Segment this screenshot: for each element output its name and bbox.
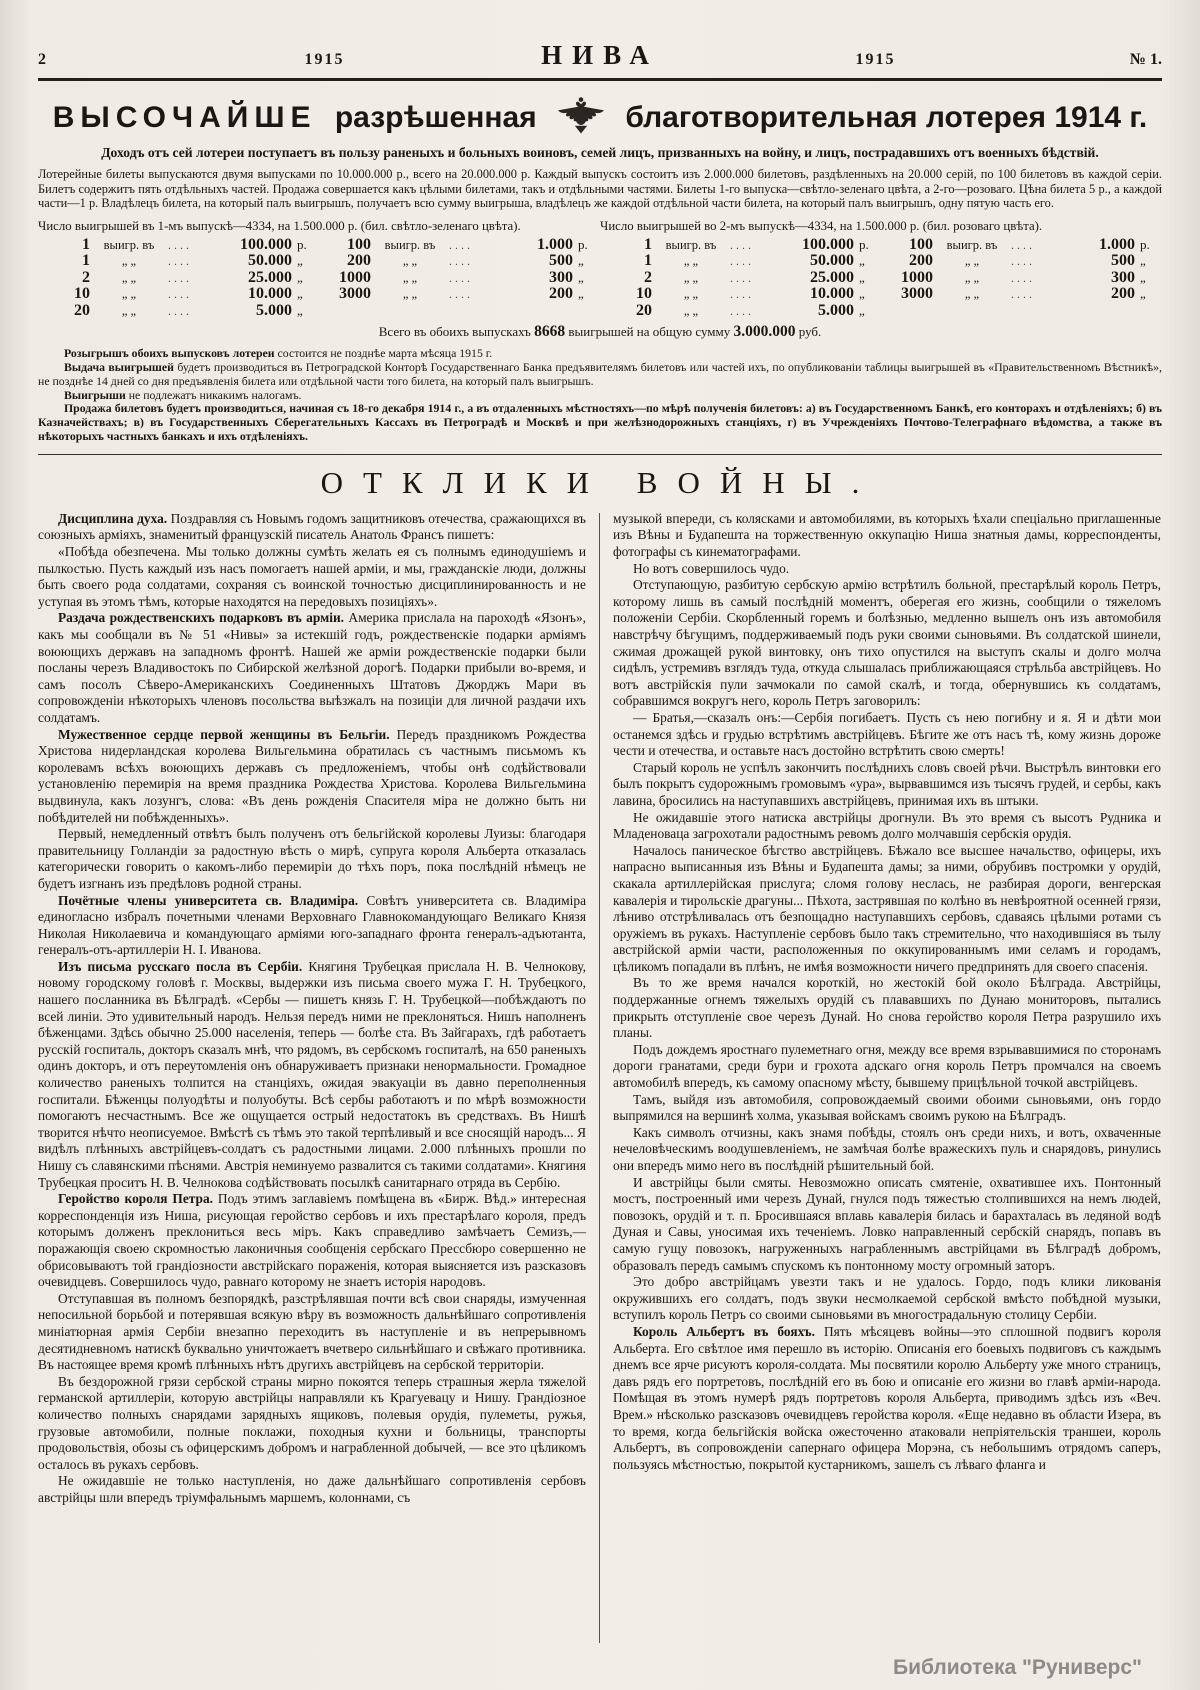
article-paragraph: Первый, немедленный отвѣтъ былъ полученъ отъ бельгійской королевы Луизы: благодаря правительницу Голландіи за радостную вѣсть о мирѣ, супруга короля Альберта отказалась категорически говорить о какомъ-либо перемиріи до тѣхъ поръ, пока послѣдній нѣмецъ не будетъ изгнанъ изъ предѣловъ родной страны.	[38, 826, 586, 891]
article-paragraph: Отступающую, разбитую сербскую армію встрѣтилъ больной, престарѣлый король Петръ, которому лишь въ самый послѣдній моментъ, оберегая его жизнь, сообщили о тяжеломъ положеніи Сербіи. Скорбленный горемъ и болѣзнью, медленно вышелъ онъ изъ автомобиля навстрѣчу бѣгущимъ, поддерживаемый подъ руки своими сыновьями. Въ солдатской шинели, сжимая дрожащей рукой винтовку, онъ тихо опустился на выступъ скалы и долго молча сидѣлъ, устремивъ взглядъ туда, откуда слышалась приближающаяся стрѣльба австрійцевъ. Но вотъ австрійскія пули зачмокали по самой скалѣ, и тогда, обернувшись къ солдатамъ, собравшимся вокругъ него, король Петръ заговорилъ:	[613, 577, 1161, 709]
prize-plabel: „ „	[683, 287, 699, 302]
prize-punit: „	[859, 286, 865, 302]
prize-pn: 3000	[339, 285, 371, 303]
article-paragraph: Не ожидавшіе этого натиска австрійцы дрогнули. Въ это время съ высотъ Рудника и Младеноваца загрохотали радостнымъ ревомъ долго молчавшія сербскія орудія.	[613, 809, 1161, 842]
article-paragraph-lead: Мужественное сердце первой женщины въ Бельгіи.	[58, 726, 397, 742]
prize-pdots: . . . .	[730, 287, 751, 302]
issue1-heading: Число выигрышей въ 1-мъ выпускѣ—4334, на 1.500.000 р. (бил. свѣтло-зеленаго цвѣта).	[38, 218, 521, 233]
article-paragraph: Началось паническое бѣгство австрійцевъ. Бѣжало все высшее начальство, офицеры, ихъ напрасно выписанныя изъ Вѣны и Будапешта дамы; за ними, обрубивъ постромки у орудій, скакала артиллерійская прислуга; сломя голову неслась, не разбирая дороги, венгерская кавалерія и тирольскіе драгуны... Пѣхота, застрявшая по колѣно въ невѣроятной осенней грязи, лѣниво отстрѣливалась отъ безпощадно наступавшихъ сербовъ, сдаваясь цѣлыми ротами съ оружіемъ въ рукахъ. Наступленіе сербовъ было такъ стремительно, что находившіяся въ тылу австрійской арміи части, расположенныя по оккупированнымъ ими селамъ и городамъ, цѣликомъ попадали въ плѣнъ, не имѣя возможности ничего предпринять для своего спасенія.	[613, 842, 1161, 974]
total-text-3: руб.	[798, 324, 822, 340]
prize-pn: 10	[74, 285, 90, 303]
prize-pn: 1000	[901, 268, 933, 286]
lottery-intro: Лотерейные билеты выпускаются двумя выпусками по 10.000.000 р., всего на 20.000.000 р. Каждый выпускъ состоитъ изъ 2.000.000 билетовъ, раздѣленныхъ на 20.000 серій, по 100 билетовъ въ каждой серіи. Билетъ содержитъ пять отдѣльныхъ частей. Продажа совершается какъ цѣлыми билетами, такъ и отдѣльными частями. Билеты 1-го выпуска—свѣтло-зеленаго цвѣта, а 2-го—розоваго. Цѣна билета 5 р., а каждой части—1 р. Владѣлецъ билета, на который палъ выигрышъ, получаетъ всю сумму выигрыша, владѣлецъ же каждой отдѣльной части билета, на который палъ выигрышъ, одну пятую часть его.	[38, 167, 1162, 211]
prize-pamt: 1.000	[537, 235, 573, 253]
prize-subtable	[319, 237, 600, 320]
prize-row	[38, 253, 319, 270]
prize-pdots: . . . .	[1011, 237, 1032, 252]
article-paragraph: Раздача рождественскихъ подарковъ въ арміи. Америка прислала на пароходѣ «Язонъ», какъ мы сообщали въ № 51 «Нивы» за истекшій годъ, рождественскіе подарки арміямъ воюющихъ державъ на западномъ фронтѣ. Нашей же арміи рождественскіе подарки были посланы черезъ Владивостокъ по Сибирской желѣзной дорогѣ. Подарки прибыли во-время, и самъ посолъ Сѣверо-Американскихъ Соединенныхъ Штатовъ Джорджъ Мари въ сопровожденіи нѣкоторыхъ членовъ посольства выѣзжалъ на позиціи для личной раздачи ихъ солдатамъ.	[38, 610, 587, 725]
prize-plabel: „ „	[964, 270, 980, 285]
prize-punit: „	[578, 253, 584, 269]
prize-table-issue1	[38, 237, 600, 320]
column-divider	[599, 513, 600, 1643]
prize-plabel: „ „	[402, 270, 418, 285]
prize-pdots: . . . .	[730, 254, 751, 269]
lottery-section	[38, 95, 1162, 444]
total-sum: 3.000.000	[733, 323, 796, 341]
prize-punit: „	[297, 253, 303, 269]
prize-pn: 1	[82, 235, 90, 253]
prize-pdots: . . . .	[168, 287, 189, 302]
prize-pamt: 500	[1111, 252, 1135, 270]
prize-pdots: . . . .	[1011, 287, 1032, 302]
prize-pdots: . . . .	[1011, 254, 1032, 269]
prize-pdots: . . . .	[730, 270, 751, 285]
prize-pamt: 5.000	[818, 301, 854, 319]
prize-pamt: 1.000	[1099, 235, 1135, 253]
article-paragraph-lead: Изъ письма русскаго посла въ Сербіи.	[58, 958, 309, 974]
prize-punit: р.	[578, 236, 588, 252]
prize-plabel: „ „	[121, 270, 137, 285]
article-paragraph: — Братья,—сказалъ онъ:—Сербія погибаетъ. Пусть съ нею погибну и я. Я и дѣти мои останемся здѣсь и грудью встрѣтимъ австрійцевъ. Бѣгите же отъ насъ тѣ, кому жизнь дороже чести и отечества, и оставьте насъ достойно встрѣтить свою смерть!	[613, 709, 1161, 759]
prize-plabel: выигр. въ	[946, 237, 998, 252]
prize-punit: „	[1140, 269, 1146, 285]
prize-row	[38, 237, 319, 254]
prize-pn: 2	[644, 268, 652, 286]
article-paragraph-lead: Дисциплина духа.	[58, 510, 171, 526]
prize-pdots: . . . .	[168, 254, 189, 269]
year-right: 1915	[855, 51, 896, 68]
prize-subtable	[38, 237, 319, 320]
header-rule	[38, 78, 1162, 81]
prize-plabel: выигр. въ	[384, 237, 436, 252]
prize-pdots: . . . .	[168, 303, 189, 318]
article-paragraph: Въ то же время начался короткій, но жестокій бой около Бѣлграда. Австрійцы, поддержанные огнемъ тяжелыхъ орудій съ плававшихъ по Дунаю мониторовъ, пытались прикрыть отступленіе свое черезъ Дунай. Но снова геройство короля Петра разрушило ихъ планы.	[613, 975, 1161, 1041]
article-paragraph-lead: Король Альбертъ въ бояхъ.	[633, 1323, 824, 1339]
prize-pamt: 10.000	[810, 285, 854, 303]
issue-headings	[38, 219, 1162, 234]
prize-pamt: 5.000	[256, 301, 292, 319]
prize-pdots: . . . .	[1011, 270, 1032, 285]
total-text-2: выигрышей на общую сумму	[568, 324, 731, 340]
prize-pn: 10	[636, 285, 652, 303]
article-paragraph: Почётные члены университета св. Владиміра. Совѣтъ университета св. Владиміра единогласно избралъ почетными членами Верховнаго Главнокомандующаго Великаго Князя Николая Николаевича и командующаго арміями юго-западнаго фронта генералъ-адъютанта, генералъ-отъ-артиллеріи Н. І. Иванова.	[38, 892, 587, 958]
prize-row	[38, 303, 319, 320]
lottery-note-lead: Продажа билетовъ будетъ производиться,	[64, 401, 290, 416]
issue2-heading: Число выигрышей во 2-мъ выпускѣ—4334, на 1.500.000 р. (бил. розоваго цвѣта).	[600, 218, 1043, 233]
lottery-note: Выигрыши не подлежатъ никакимъ налогамъ.	[64, 387, 302, 402]
article-paragraph: Подъ дождемъ яростнаго пулеметнаго огня, между все время взрывавшимися по сторонамъ дороги гранатами, среди бури и грохота адскаго огня король Петръ промчался на своемъ автомобилѣ впередъ, къ самому опасному мѣсту, бывшему прицѣльной точкой австрійцевъ.	[613, 1041, 1161, 1091]
prize-plabel: „ „	[683, 270, 699, 285]
prize-row	[38, 270, 319, 287]
prize-pamt: 50.000	[810, 252, 854, 270]
article-column-right	[613, 511, 1161, 1643]
prize-punit: „	[578, 286, 584, 302]
prize-row	[319, 253, 600, 270]
article-paragraph-lead: Почётные члены университета св. Владиміра.	[58, 892, 367, 908]
prize-pamt: 200	[549, 285, 573, 303]
prize-pamt: 300	[1111, 268, 1135, 286]
prize-pn: 1	[82, 252, 90, 270]
article-paragraph: Отступавшая въ полномъ безпорядкѣ, разстрѣлявшая почти всѣ свои снаряды, измученная непосильной борьбой и потерявшая всякую вѣру въ возможность дальнѣйшаго сопротивленія миніатюрная армія Сербіи внезапно переходитъ въ наступленіе и въ непрерывномъ десятидневномъ натискѣ буквально уничтожаетъ вчетверо сильнѣйшаго и свѣжаго противника. Въ настоящее время кромѣ плѣнныхъ нѣтъ другихъ австрійцевъ на сербской территоріи.	[38, 1290, 586, 1373]
prize-pn: 1	[644, 252, 652, 270]
prize-pdots: . . . .	[449, 287, 470, 302]
prize-pamt: 25.000	[810, 268, 854, 286]
lottery-title-word2: разрѣшенная	[334, 101, 537, 134]
article-paragraph: Геройство короля Петра. Подъ этимъ заглавіемъ помѣщена въ «Бирж. Вѣд.» интересная корреспонденція изъ Ниша, рисующая геройство сербовъ и ихъ престарѣлаго короля, предъ которымъ долженъ преклониться весь міръ. Какъ справедливо замѣчаетъ Семизъ,—поражающія своею скромностью лаконичныя сообщенія сербскаго Прессбюро совершенно не обрисовываютъ той грандіозности австрійскаго пораженія, которая выясняется изъ разсказовъ очевидцевъ. Совершилось чудо, равнаго которому не знаетъ исторія народовъ.	[38, 1191, 586, 1290]
prize-pdots: . . . .	[449, 237, 470, 252]
prize-pn: 1000	[339, 268, 371, 286]
prize-row	[881, 270, 1162, 287]
year-left: 1915	[304, 51, 345, 68]
prize-plabel: „ „	[683, 303, 699, 318]
article-paragraph: Король Альбертъ въ бояхъ. Пять мѣсяцевъ войны—это сплошной подвигъ короля Альберта. Его свѣтлое имя перешло въ исторію. Описанія его боевыхъ подвиговъ съ каждымъ днемъ все ярче рисуютъ короля-солдата. Мы посвятили королю Альберту уже много страницъ, давъ рядъ его портретовъ, послѣдній его въ бою и описаніе его жизни во главѣ арміи-народа. Помѣщая въ этомъ нумерѣ рядъ портретовъ короля Альберта, приводимъ здѣсь изъ «Веч. Врем.» нѣсколько разсказовъ очевидцевъ геройства короля. «Еще недавно въ области Изера, въ то время, когда бельгійскія войска ожесточенно атаковали непріятельскія траншеи, король Альбертъ, въ сопровожденіи сапернаго офицера Морэна, съ небольшимъ отрядомъ саперъ, пользуясь мѣстностью, покрытой кустарникомъ, зашелъ съ лѣваго фланга и	[613, 1323, 1161, 1472]
prize-row	[600, 303, 881, 320]
lottery-note-lead: Розыгрышъ обоихъ выпусковъ лотереи	[64, 346, 278, 361]
prize-pn: 200	[909, 252, 933, 270]
lottery-note: Выдача выигрышей будетъ производиться въ Петроградской Конторѣ Государственнаго Банка предъявителямъ билетовъ или частей ихъ, по опубликованіи таблицы выигрышей въ «Правительственномъ Вѣстникѣ», не позднѣе 14 дней со дня предъявленія билета или отдѣльной части того билета, на который палъ выигрышъ.	[38, 360, 1162, 388]
prize-punit: „	[297, 302, 303, 318]
article-paragraph: Въ бездорожной грязи сербской страны мирно покоятся теперь страшныя жерла тяжелой германской артиллеріи, которую австрійцы направляли къ Крагуевацу и Нишу. Грандіозное количество полныхъ снарядами зарядныхъ ящиковъ, полевыя орудія, пулеметы, ружья, грузовые автомобили, полные поклажи, походныя кухни и больницы, транспорты продовольствія, обозы съ офицерскимъ добромъ и награбленной добычей, — все это цѣликомъ осталось въ рукахъ сербовъ.	[38, 1373, 586, 1472]
article-paragraph: И австрійцы были смяты. Невозможно описать смятеніе, охватившее ихъ. Понтонный мостъ, построенный ими черезъ Дунай, гнулся подъ тяжестью столпившихся на немъ людей, повозокъ, орудій и т. п. Бросившаяся вплавь кавалерія билась и барахталась въ ледяной водѣ Дуная и Савы, уносимая ихъ теченіемъ. Ловко направленный сербскій снарядъ, попавъ въ самую гущу повозокъ, нагруженныхъ награбленнымъ австрійцами въ Бѣлградѣ добромъ, образовалъ передъ самымъ спускомъ къ понтонному мосту огромный заторъ.	[613, 1174, 1161, 1273]
prize-row	[319, 270, 600, 287]
masthead-title: НИВА	[541, 40, 659, 70]
prize-pamt: 100.000	[240, 235, 292, 253]
lottery-notes	[38, 347, 1162, 444]
prize-row	[881, 286, 1162, 303]
prize-pamt: 300	[549, 268, 573, 286]
total-text-1: Всего въ обоихъ выпускахъ	[378, 324, 531, 340]
prize-subtable	[600, 237, 881, 320]
lottery-title-rest: благотворительная лотерея 1914 г.	[625, 101, 1148, 134]
prize-pdots: . . . .	[730, 303, 751, 318]
page-number: 2	[38, 51, 46, 68]
prize-table-issue2	[600, 237, 1162, 320]
prize-plabel: „ „	[121, 287, 137, 302]
prize-plabel: выигр. въ	[103, 237, 155, 252]
lottery-note-lead: Выдача выигрышей	[64, 360, 178, 375]
prize-punit: р.	[1140, 236, 1150, 252]
prize-pn: 3000	[901, 285, 933, 303]
prize-pdots: . . . .	[449, 270, 470, 285]
prize-punit: „	[578, 269, 584, 285]
page-header	[38, 40, 1162, 71]
library-watermark: Библиотека "Руниверс"	[892, 1656, 1142, 1679]
prize-row	[881, 237, 1162, 254]
prize-plabel: „ „	[964, 287, 980, 302]
prize-pn: 100	[909, 235, 933, 253]
article-paragraph: Но вотъ совершилось чудо.	[633, 560, 790, 576]
prize-punit: „	[859, 253, 865, 269]
lottery-note: Продажа билетовъ будетъ производиться, начиная съ 18-го декабря 1914 г., а въ отдаленныхъ мѣстностяхъ—по мѣрѣ полученія билетовъ: а) въ Государственномъ Банкѣ, его конторахъ и отдѣленіяхъ; б) въ Казначействахъ; в) въ Государственныхъ Сберегательныхъ Кассахъ въ Петроградѣ и Москвѣ и при желѣзнодорожныхъ станціяхъ, г) въ Учрежденіяхъ Почтово-Телеграфнаго вѣдомства, а также въ нѣкоторыхъ частныхъ банкахъ и ихъ отдѣленіяхъ.	[38, 401, 1162, 444]
article-paragraph: Это добро австрійцамъ увезти такъ и не удалось. Гордо, подъ клики ликованія окружившихъ его солдатъ, подъ звуки несмолкаемой сербской вмѣсто побѣдной музыки, вступилъ король Петръ со своими сыновьями въ многострадальную столицу Сербіи.	[613, 1274, 1161, 1323]
prize-plabel: выигр. въ	[665, 237, 717, 252]
prize-punit: „	[297, 286, 303, 302]
prize-punit: р.	[297, 236, 307, 252]
article-columns	[38, 511, 1162, 1643]
article-paragraph-lead: Геройство короля Петра.	[58, 1191, 218, 1207]
lottery-note: Розыгрышъ обоихъ выпусковъ лотереи состоится не позднѣе марта мѣсяца 1915 г.	[64, 346, 493, 361]
article-paragraph: Не ожидавшіе не только наступленія, но даже дальнѣйшаго сопротивленія сербовъ австрійцы шли впередъ тріумфальнымъ маршемъ, колоннами, съ	[38, 1473, 586, 1505]
prize-plabel: „ „	[964, 254, 980, 269]
prize-punit: „	[859, 302, 865, 318]
prize-punit: „	[1140, 286, 1146, 302]
article-paragraph: Старый король не успѣлъ закончить послѣднихъ словъ своей рѣчи. Выстрѣлъ винтовки его былъ покрытъ судорожнымъ громовымъ «ура», вырвавшимся изъ тысячъ грудей, и сербы, какъ лавина, бросились на наступавшихъ австрійцевъ, принимая ихъ въ штыки.	[613, 759, 1161, 808]
lottery-note-lead: Выигрыши	[64, 387, 129, 402]
prize-pdots: . . . .	[449, 254, 470, 269]
issue-number: № 1.	[1129, 51, 1162, 68]
lottery-title-word1: ВЫСОЧАЙШЕ	[52, 101, 317, 134]
prize-row	[600, 237, 881, 254]
article-paragraph: Мужественное сердце первой женщины въ Бельгіи. Передъ праздникомъ Рождества Христова нидерландская королева Вильгельмина обратилась съ частнымъ письмомъ къ королевамъ всѣхъ воюющихъ державъ съ предложеніемъ, чтобы онѣ содѣйствовали установленію перемирія на время праздника Рождества Христова. Королева Вильгельмина выдвинула, какъ лозунгъ, слова: «Въ день рожденія Спасителя міра не должно быть ни побѣдителей ни побѣжденныхъ».	[38, 726, 586, 825]
prize-pn: 2	[82, 268, 90, 286]
article-paragraph: «Побѣда обезпечена. Мы только должны сумѣть желать ея съ полнымъ единодушіемъ и пылкостью. Пусть каждый изъ насъ помогаетъ нашей арміи, и мы, гражданскіе люди, должны быть своего рода солдатами, сохраняя съ воинской точностью дисциплинированность и не уступая въ этомъ тѣмъ, которые находятся на передовыхъ позиціяхъ».	[38, 544, 586, 609]
prize-punit: „	[1140, 253, 1146, 269]
prize-pn: 20	[636, 301, 652, 319]
prize-plabel: „ „	[683, 254, 699, 269]
prize-row	[319, 286, 600, 303]
prize-punit: „	[297, 269, 303, 285]
prize-row	[38, 286, 319, 303]
section-title: ОТКЛИКИ ВОЙНЫ.	[320, 464, 880, 500]
prize-punit: р.	[859, 236, 869, 252]
prize-plabel: „ „	[121, 254, 137, 269]
prize-plabel: „ „	[402, 254, 418, 269]
prize-row	[600, 286, 881, 303]
article-paragraph: Дисциплина духа. Поздравляя съ Новымъ годомъ защитниковъ отечества, сражающихся въ союзныхъ арміяхъ, знаменитый французскій писатель Анатоль Франсъ пишетъ:	[38, 510, 586, 543]
section-rule	[38, 454, 1162, 455]
prize-row	[600, 253, 881, 270]
article-paragraph: Какъ символъ отчизны, какъ знамя побѣды, стоялъ онъ среди нихъ, и вотъ, охваченные нечеловѣческимъ воодушевленіемъ, не замѣчая болѣе вражескихъ пуль и снарядовъ, ринулись они впередъ мимо него въ послѣдній рѣшительный бой.	[613, 1124, 1161, 1174]
prize-pn: 100	[347, 235, 371, 253]
lottery-total-line	[38, 323, 1162, 341]
imperial-eagle-icon	[555, 95, 607, 135]
article-paragraph: музыкой впереди, съ колясками и автомобилями, въ которыхъ ѣхали спеціально приглашенные изъ Вѣны и Будапешта на торжественную оккупацію Ниша знатныя дамы, корреспонденты, фотографы съ кинематографами.	[613, 510, 1161, 560]
prize-tables	[38, 237, 1162, 320]
prize-pamt: 10.000	[248, 285, 292, 303]
prize-pdots: . . . .	[730, 237, 751, 252]
prize-pdots: . . . .	[168, 237, 189, 252]
lottery-lead: Доходъ отъ сей лотереи поступаетъ въ пользу раненыхъ и больныхъ воиновъ, семей лицъ, призванныхъ на войну, и лицъ, пострадавшихъ отъ военныхъ бѣдствій.	[101, 145, 1099, 160]
prize-pamt: 500	[549, 252, 573, 270]
prize-plabel: „ „	[402, 287, 418, 302]
prize-pdots: . . . .	[168, 270, 189, 285]
article-paragraph: Тамъ, выйдя изъ автомобиля, сопровождаемый своими обоими сыновьями, онъ гордо выпрямился на вершинѣ холма, указывая войскамъ своимъ рукою на Бѣлградъ.	[613, 1091, 1161, 1124]
prize-pn: 20	[74, 301, 90, 319]
prize-pamt: 200	[1111, 285, 1135, 303]
lottery-title	[38, 95, 1162, 135]
article-column-left	[38, 511, 586, 1643]
prize-row	[600, 270, 881, 287]
prize-row	[319, 237, 600, 254]
prize-plabel: „ „	[121, 303, 137, 318]
prize-pamt: 100.000	[802, 235, 854, 253]
prize-subtable	[881, 237, 1162, 320]
article-paragraph-lead: Раздача рождественскихъ подарковъ въ арміи.	[58, 610, 349, 626]
prize-pamt: 25.000	[248, 268, 292, 286]
prize-punit: „	[859, 269, 865, 285]
total-count: 8668	[534, 323, 566, 341]
article-paragraph: Изъ письма русскаго посла въ Сербіи. Княгиня Трубецкая прислала Н. В. Челнокову, новому городскому головѣ г. Москвы, выдержки изъ письма своего мужа Г. Н. Трубецкого, нашего посланника въ Бѣлградѣ. «Сербы — пишетъ князь Г. Н. Трубецкой—побѣждаютъ по всей линіи. Это удивительный народъ. Нельзя передъ ними не преклоняться. Нишъ наполненъ бѣженцами. Здѣсь обычно 25.000 населенія, теперь — болѣе ста. Въ Зайгарахъ, гдѣ работаетъ русскій госпиталь, докторъ сказалъ мнѣ, что рядомъ, въ сербскомъ госпиталѣ, на 650 раненыхъ одинъ докторъ, и отъ переутомленія онъ обнаруживаетъ признаки ненормальности. Громадное количество раненыхъ толпится на станціяхъ, ожидая эвакуаціи въ давно переполненныя госпитали. Бѣженцы полуодѣты и полуобуты. Всѣ сербы работаютъ и по мѣрѣ возможности помогаютъ несчастнымъ. Все же ощущается острый недостатокъ въ средствахъ. Въ Нишѣ творится нѣчто неописуемое. Вмѣстѣ съ тѣмъ это такой терпѣливый и все сносящій народъ... Я видѣлъ плѣнныхъ австрійцевъ-солдатъ съ радостными лицами. 2.000 плѣнныхъ прошли по Нишу съ славянскими пѣснями. Австрія неминуемо развалится съ такими солдатами». Княгиня Трубецкая проситъ Н. В. Челнокова содѣйствовать посылкѣ санитарнаго отряда въ Сербію.	[38, 958, 587, 1190]
prize-pn: 200	[347, 252, 371, 270]
prize-row	[881, 253, 1162, 270]
prize-pamt: 50.000	[248, 252, 292, 270]
prize-pn: 1	[644, 235, 652, 253]
